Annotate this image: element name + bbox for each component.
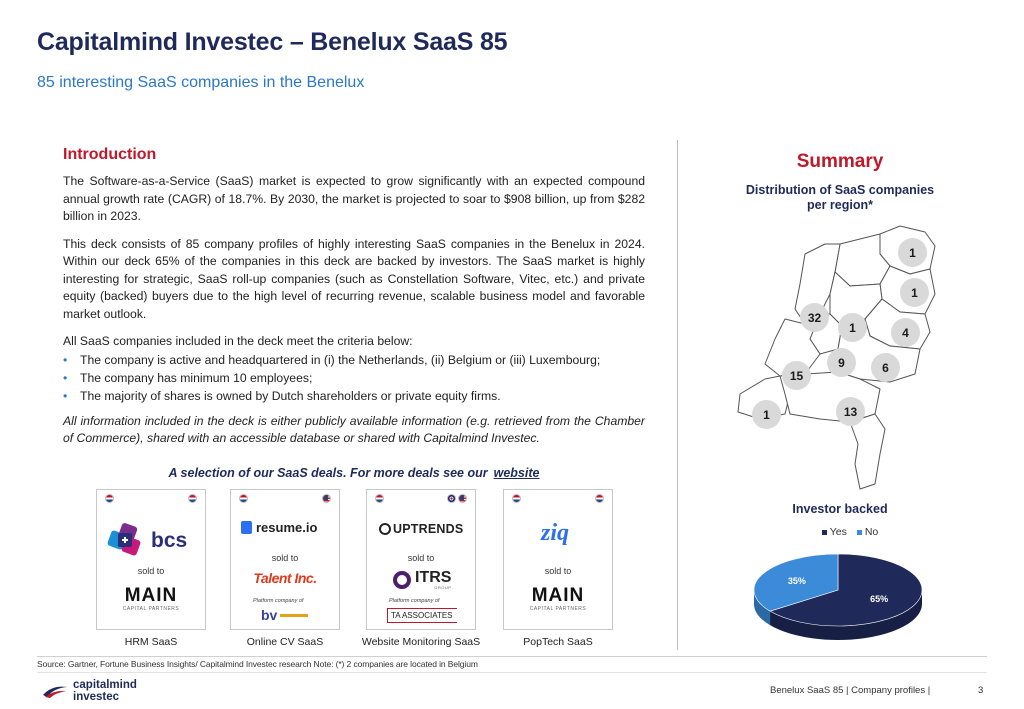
talent-inc-logo: Talent Inc. — [253, 570, 317, 586]
deal-caption: Online CV SaaS — [246, 636, 324, 648]
buyer-subtitle: CAPITAL PARTNERS — [529, 606, 587, 612]
capitalmind-swoosh-icon — [42, 684, 68, 698]
footer-divider — [37, 672, 987, 673]
netherlands-flag-icon — [188, 494, 197, 503]
source-note: Source: Gartner, Fortune Business Insights/ Capitalmind Investec research Note: (*) 2 companies are located in Belgium — [37, 659, 478, 669]
bv-bar-icon — [280, 614, 308, 617]
resume-io-logo — [241, 520, 317, 535]
intro-paragraph-deck: This deck consists of 85 company profiles of highly interesting SaaS companies in the Benelux in 2024. Within our deck 65% of the companies in this deck are backed by investors. The SaaS market is highly interesting for strategic, SaaS roll-up companies (such as Constellation Software, Vitec, etc.) and private equity (backed) buyers due to the high level of recurring revenue, scalable business model and favorable market outlook. — [63, 236, 645, 321]
itrs-logo — [393, 570, 451, 590]
deals-heading-text: A selection of our SaaS deals. For more deals see our — [168, 466, 488, 480]
region-limburg — [850, 414, 885, 489]
netherlands-flag-icon — [595, 494, 604, 503]
introduction-heading: Introduction — [63, 146, 157, 163]
platform-label: Platform company of — [389, 598, 440, 604]
united-states-flag-icon — [458, 494, 467, 503]
region-count-bubble: 15 — [782, 361, 811, 390]
main-capital-logo — [97, 586, 205, 612]
netherlands-flag-icon — [512, 494, 521, 503]
sold-to-label: sold to — [137, 566, 165, 576]
united-states-flag-icon — [322, 494, 331, 503]
distribution-title: Distribution of SaaS companies per region* — [745, 183, 935, 212]
criteria-item: • The company is active and headquartered in (i) the Netherlands, (ii) Belgium or (iii) Luxembourg; — [63, 351, 645, 369]
brand-line-1: capitalmind — [73, 679, 137, 691]
region-count-bubble: 1 — [752, 400, 781, 429]
legend-swatch-no — [857, 530, 862, 535]
pie-legend — [790, 526, 910, 538]
page-title: Capitalmind Investec – Benelux SaaS 85 — [37, 28, 508, 56]
itrs-ring-icon — [393, 571, 411, 589]
website-link[interactable]: website — [493, 466, 540, 480]
intro-paragraph-market: The Software-as-a-Service (SaaS) market is expected to grow significantly with an expected compound annual growth rate (CAGR) of 18.7%. By 2030, the market is projected to soar to $908 billion, up from $282 billion in 2023. — [63, 174, 645, 223]
page-subtitle: 85 interesting SaaS companies in the Benelux — [37, 74, 365, 91]
criteria-intro: All SaaS companies included in the deck meet the criteria below: — [63, 334, 413, 348]
itrs-group-label: GROUP — [434, 585, 452, 590]
region-count-bubble: 1 — [838, 313, 867, 342]
bv-wordmark: bv — [261, 607, 278, 623]
region-count-bubble: 6 — [871, 353, 900, 382]
summary-heading: Summary — [796, 151, 884, 172]
netherlands-flag-icon — [375, 494, 384, 503]
bcs-wordmark: bcs — [151, 529, 188, 552]
sold-to-label: sold to — [544, 566, 572, 576]
investor-backed-pie-chart — [748, 548, 928, 648]
uptrends-logo — [379, 522, 463, 536]
capitalmind-investec-logo — [42, 679, 137, 703]
resume-io-wordmark: resume.io — [256, 520, 318, 535]
legend-label-no: No — [864, 526, 879, 538]
buyer-subtitle: CAPITAL PARTNERS — [122, 606, 180, 612]
netherlands-flag-icon — [239, 494, 248, 503]
criteria-item: • The company has minimum 10 employees; — [63, 369, 645, 387]
criteria-list — [63, 351, 645, 405]
deal-caption: Website Monitoring SaaS — [361, 636, 481, 648]
legend-swatch-yes — [822, 530, 827, 535]
disclaimer-text: All information included in the deck is either publicly available information (e.g. retrieved from the Chamber of Commerce), shared with an accessible database or shared with Capitalmind Investec. — [63, 413, 645, 445]
column-divider — [677, 140, 678, 650]
region-count-bubble: 13 — [836, 397, 865, 426]
itrs-wordmark: ITRS — [415, 569, 452, 586]
deal-caption: HRM SaaS — [124, 636, 178, 648]
brand-line-2: investec — [73, 691, 120, 703]
deal-card-ziq — [503, 489, 613, 630]
deal-caption: PopTech SaaS — [523, 636, 593, 648]
footnote-divider — [37, 656, 987, 657]
uptrends-wordmark: UPTRENDS — [393, 522, 464, 536]
legend-item-yes — [822, 526, 847, 538]
pie-label-yes: 65% — [870, 593, 889, 604]
region-count-bubble: 4 — [891, 318, 920, 347]
deal-card-bcs — [96, 489, 206, 630]
bcs-logo — [97, 520, 207, 560]
sold-to-label: sold to — [407, 553, 435, 563]
criteria-item: • The majority of shares is owned by Dutch shareholders or private equity firms. — [63, 387, 645, 405]
united-kingdom-flag-icon — [447, 494, 456, 503]
uptrends-icon — [379, 523, 391, 535]
pie-label-no: 35% — [787, 576, 806, 587]
introduction-section — [63, 146, 645, 448]
ziq-logo — [504, 518, 614, 548]
netherlands-flag-icon — [105, 494, 114, 503]
bv-logo — [261, 607, 308, 623]
resume-io-icon — [241, 521, 252, 534]
investor-backed-title: Investor backed — [792, 502, 888, 516]
region-count-bubble: 32 — [800, 303, 829, 332]
region-count-bubble: 1 — [898, 238, 927, 267]
page-number: 3 — [978, 685, 984, 696]
document-label: Benelux SaaS 85 | Company profiles | — [770, 685, 931, 696]
sold-to-label: sold to — [271, 553, 299, 563]
region-count-bubble: 1 — [900, 278, 929, 307]
deal-card-resume-io — [230, 489, 340, 630]
main-capital-logo — [504, 586, 612, 612]
deals-heading — [63, 466, 645, 480]
platform-label: Platform company of — [253, 598, 304, 604]
region-count-bubble: 9 — [827, 348, 856, 377]
buyer-name: MAIN — [124, 585, 178, 606]
buyer-name: MAIN — [531, 585, 585, 606]
legend-item-no — [857, 526, 878, 538]
ta-associates-logo: TA ASSOCIATES — [387, 608, 457, 623]
ziq-wordmark: ziq — [541, 520, 570, 546]
deal-card-uptrends — [366, 489, 476, 630]
legend-label-yes: Yes — [829, 526, 847, 538]
